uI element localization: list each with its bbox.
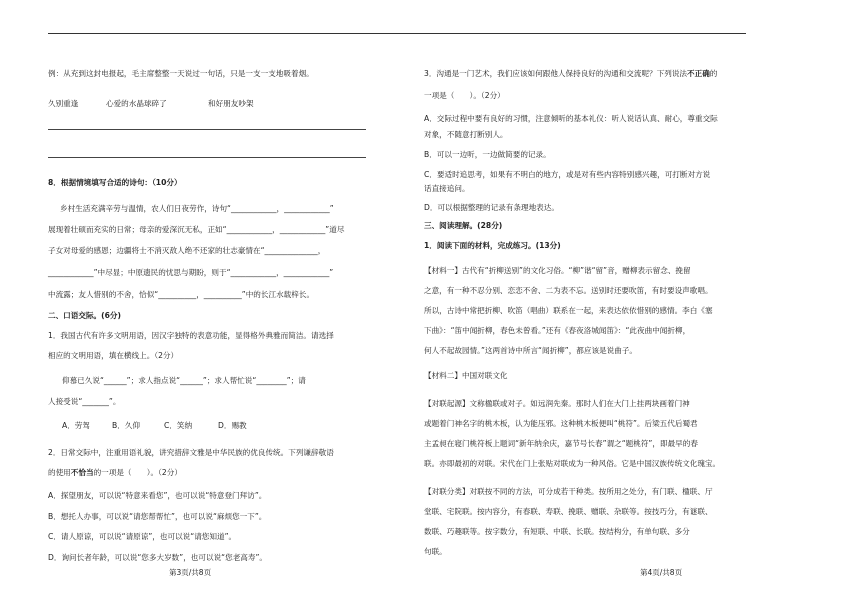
q1-option-c[interactable]: C．笑纳 [164, 421, 193, 430]
q2-option-c[interactable]: C．请人原谅，可以说“请原谅”，也可以说“请您知道”。 [48, 532, 237, 541]
q3-option-c-1[interactable]: C．要适时追思考，如果有不明白的地方，或是对有些内容特别感兴趣，可打断对方说 [424, 170, 711, 179]
q3-option-c-2: 话直接追问。 [424, 184, 470, 193]
page-footer-4: 第4页/共8页 [640, 568, 683, 577]
answer-line-2[interactable] [48, 157, 366, 158]
page-footer-3: 第3页/共8页 [169, 568, 212, 577]
q1-option-b[interactable]: B．久仰 [112, 421, 140, 430]
couplet-types-line-3: 数联、巧趣联等。按字数分，有短联、中联、长联。按结构分，有单句联、多分 [424, 527, 690, 536]
couplet-types-line-1: 【对联分类】对联按不同的方法，可分成若干种类。按所用之处分，有门联、楹联、厅 [424, 487, 713, 496]
q3-line-2: 一项是（ ）。（2分） [424, 91, 505, 100]
material-2-title: 【材料二】中国对联文化 [424, 371, 508, 380]
couplet-types-line-2: 堂联、宅院联。按内容分，有春联、寿联、挽联、赠联、杂联等。按技巧分，有谜联、 [424, 507, 713, 516]
section-3-title: 三、阅读理解。(28分) [424, 221, 503, 230]
example-line: 例：从充到这封电报起，毛主席整整一天说过一句话，只是一支一支地吸着烟。 [48, 69, 314, 78]
word-prompt-3: 和好朋友吵架 [208, 99, 254, 108]
q8-line-1: 乡村生活充满辛劳与温情，农人们日夜劳作，诗句“____________，____________” [60, 204, 334, 213]
couplet-types-line-4: 句联。 [424, 547, 447, 556]
material-1-line-1: 【材料一】古代有“折柳送别”的文化习俗。“柳”谐“留”音，赠柳表示留念、挽留 [424, 266, 691, 275]
answer-line-1[interactable] [48, 129, 366, 130]
material-1-line-2: 之意，有一种不忍分别、恋恋不舍、二为表不忘。送别时还要吹笛，有时要设声歌唱。 [424, 286, 713, 295]
q1-option-d[interactable]: D．赐教 [218, 421, 247, 430]
q8-line-3: 子女对母爱的感恩；边疆将士不消灭敌人绝不还家的壮志豪情在“______________， [48, 246, 326, 255]
reading-1-title: 1．阅读下面的材料，完成练习。(13分) [424, 241, 561, 250]
material-1-line-5: 何人不起故园情。”这两首诗中所言“闻折柳”，都应该是说曲子。 [424, 346, 638, 355]
q1-line-4: 人接受说“_______”。 [48, 397, 121, 406]
couplet-origin-line-4: 联。亦即最初的对联。宋代在门上张贴对联成为一种风俗。它是中国汉族传统文化瑰宝。 [424, 459, 721, 468]
q1-line-3: 仰慕已久说“______”；求人指点说“______”；求人帮忙说“________”；请 [62, 376, 306, 385]
emphasis-keyword: 不恰当 [70, 468, 94, 477]
q8-title: 8．根据情境填写合适的诗句：（10分） [48, 178, 182, 187]
q3-option-d[interactable]: D．可以根据整理的记录有条理地表达。 [424, 203, 559, 212]
q1-option-a[interactable]: A．劳驾 [62, 421, 90, 430]
material-1-line-3: 所以，古诗中常把折柳、吹笛（唱曲）联系在一起，来表达依依惜别的感情。李白《塞 [424, 306, 713, 315]
q8-line-4: ____________”中尽显；中原遗民的忧思与期盼，则于“____________，____________” [48, 268, 334, 277]
word-prompt-2: 心爱的水晶球碎了 [106, 99, 167, 108]
q1-line-2: 相应的文明用语，填在横线上。（2分） [48, 351, 179, 360]
section-2-title: 二、口语交际。(6分) [48, 311, 121, 320]
material-1-line-4: 下曲》：“笛中闻折柳，春色未曾看。”还有《春夜洛城闻笛》：“此夜曲中闻折柳， [424, 326, 691, 335]
q3-option-b[interactable]: B．可以一边听，一边做简要的记录。 [424, 150, 551, 159]
q8-line-5: 中流露；友人惜别的不舍，恰似“__________，__________”中的长江水载梓长。 [48, 290, 315, 299]
q3-option-a-2: 对象，不随意打断别人。 [424, 130, 508, 139]
q8-line-2: 展现着壮硕而充实的日常；母亲的爱深沉无私，正如“____________，____________”道尽 [48, 225, 345, 234]
q2-option-b[interactable]: B．想托人办事，可以说“请您帮帮忙”，也可以说“麻烦您一下”。 [48, 512, 267, 521]
q3-option-a-1[interactable]: A．交际过程中要有良好的习惯，注意倾听的基本礼仪：听人说话认真、耐心，尊重交际 [424, 114, 718, 123]
couplet-origin-line-2: 或题着门神名字的桃木板，认为能压邪。这种桃木板便叫“桃符”。后梁五代后蜀君 [424, 419, 698, 428]
q3-line-1: 3．沟通是一门艺术，我们应该如何跟他人保持良好的沟通和交流呢？下列说法不正确的 [424, 69, 718, 78]
word-prompt-1: 久别重逢 [48, 99, 79, 108]
page-3-column [48, 0, 378, 608]
emphasis-keyword: 不正确 [687, 69, 710, 78]
couplet-origin-line-3: 主孟昶在寝门桃符板上题词“新年纳余庆，嘉节号长春”谓之“题桃符”，即最早的春 [424, 439, 698, 448]
q2-line-1: 2．日常交际中，注重用语礼貌，讲究措辞文雅是中华民族的优良传统。下列谦辞敬语 [48, 448, 334, 457]
q2-line-2: 的使用不恰当的一项是（ ）。（2分） [48, 468, 182, 477]
q2-option-a[interactable]: A．探望朋友，可以说“特意来看您”，也可以说“特意登门拜访”。 [48, 491, 267, 500]
q2-option-d[interactable]: D．询问长者年龄，可以说“您多大岁数”，也可以说“您老高寿”。 [48, 553, 268, 562]
page-4-column [424, 0, 754, 608]
couplet-origin-line-1: 【对联起源】文称楹联或对子。如远润先秦。那时人们在大门上挂两块画着门神 [424, 399, 690, 408]
q1-line-1: 1．我国古代有许多文明用语，因汉字独特的表意功能，显得格外典雅而简洁。请选择 [48, 331, 334, 340]
